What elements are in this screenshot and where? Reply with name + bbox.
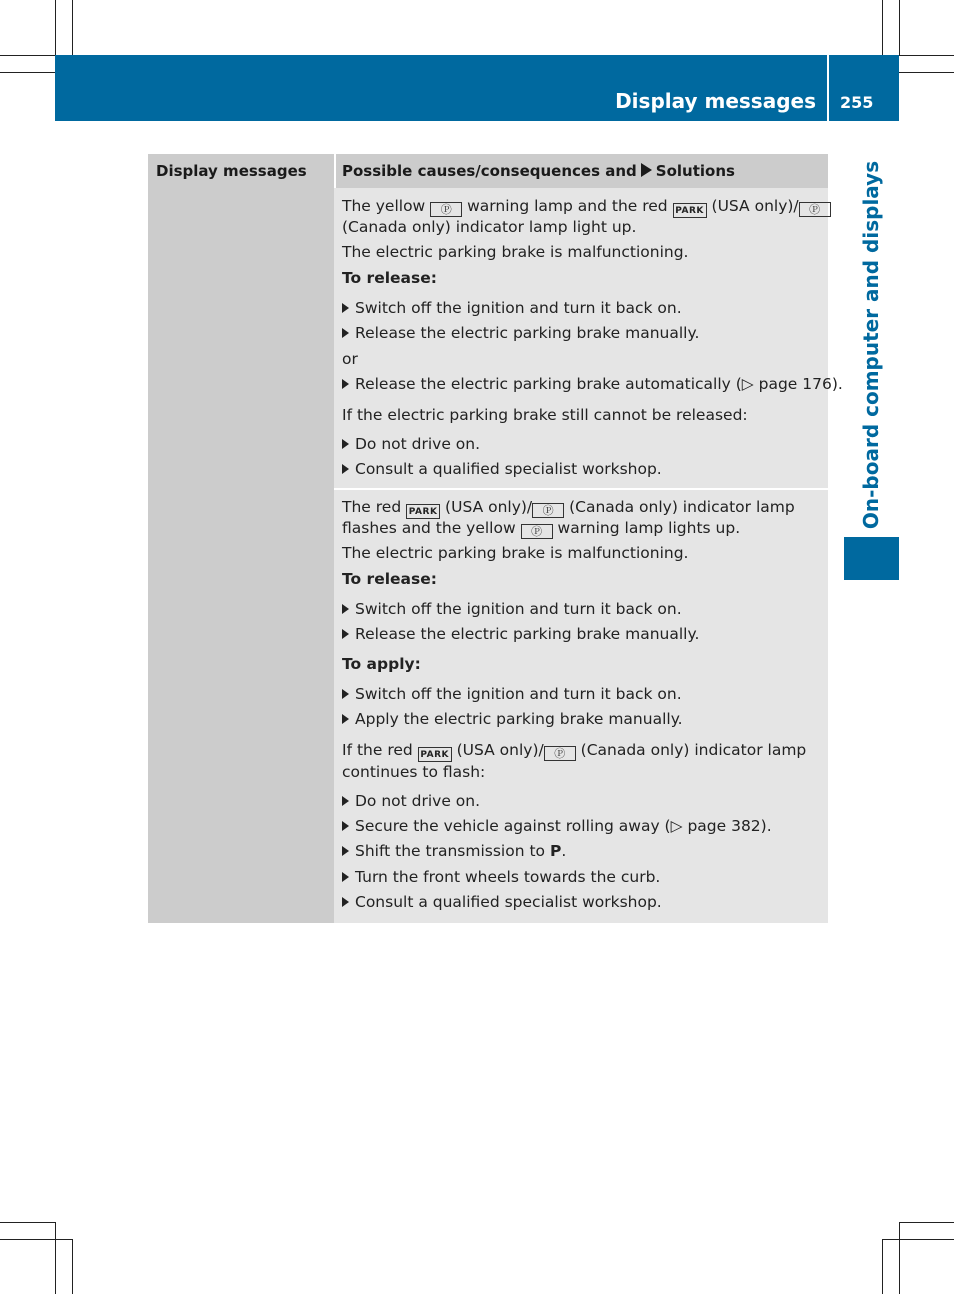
text-line: (Canada only) indicator lamp light up. <box>342 218 637 236</box>
crop-mark <box>899 72 954 73</box>
park-lamp-icon: PARK <box>418 747 452 762</box>
bullet-icon <box>342 872 349 882</box>
text: . <box>561 842 567 860</box>
bullet-icon <box>342 821 349 831</box>
bullet-icon <box>342 846 349 856</box>
table-header-row <box>148 154 828 188</box>
park-lamp-icon: PARK <box>673 203 707 218</box>
text-line: or <box>342 350 358 368</box>
crop-mark <box>882 1239 954 1240</box>
parking-brake-lamp-icon: Ⓟ <box>521 524 553 539</box>
crop-mark <box>899 55 954 56</box>
text: (USA only)/ <box>456 741 544 759</box>
arrow-right-icon <box>641 163 652 177</box>
list-item <box>342 709 683 730</box>
crop-mark <box>899 1222 900 1294</box>
text: warning lamp and the red <box>467 197 668 215</box>
crop-mark <box>899 0 900 55</box>
text: Do not drive on. <box>355 792 481 810</box>
list-item <box>342 298 682 319</box>
text-line <box>342 497 795 519</box>
bullet-icon <box>342 629 349 639</box>
crop-mark <box>0 55 55 56</box>
col-header-text: Possible causes/consequences and <box>342 162 637 180</box>
text: Switch off the ignition and turn it back on. <box>355 685 682 703</box>
text: If the red <box>342 741 413 759</box>
page-number: 255 <box>840 93 874 112</box>
text: Switch off the ignition and turn it back on. <box>355 299 682 317</box>
page-reference-link[interactable]: Secure the vehicle against rolling away (▷ page 382). <box>355 817 772 835</box>
list-item <box>342 624 699 645</box>
text: (Canada only) indicator lamp <box>580 741 807 759</box>
text-line: continues to flash: <box>342 763 486 781</box>
header-divider <box>334 154 336 188</box>
page-title: Display messages <box>615 89 816 113</box>
crop-mark <box>0 72 55 73</box>
parking-brake-lamp-icon: Ⓟ <box>799 202 831 217</box>
text: The red <box>342 498 402 516</box>
crop-mark <box>882 0 883 55</box>
list-item <box>342 323 699 344</box>
text: The yellow <box>342 197 426 215</box>
park-lamp-icon: PARK <box>406 504 440 519</box>
list-item <box>342 892 662 913</box>
list-item <box>342 434 480 455</box>
section-heading: To apply: <box>342 655 421 673</box>
text: (USA only)/ <box>445 498 533 516</box>
list-item <box>342 841 566 862</box>
text: Consult a qualified specialist workshop. <box>355 893 662 911</box>
text: Release the electric parking brake manually. <box>355 324 700 342</box>
crop-mark <box>0 1222 55 1223</box>
text: Do not drive on. <box>355 435 481 453</box>
crop-mark <box>55 1222 56 1294</box>
bullet-icon <box>342 379 349 389</box>
text: Shift the transmission to <box>355 842 546 860</box>
text: (Canada only) indicator lamp <box>569 498 795 516</box>
page-reference-link[interactable]: Release the electric parking brake automatically (▷ page 176). <box>355 375 843 393</box>
bullet-icon <box>342 714 349 724</box>
bullet-icon <box>342 897 349 907</box>
text: warning lamp lights up. <box>557 519 741 537</box>
text: (USA only)/ <box>711 197 799 215</box>
text: Turn the front wheels towards the curb. <box>355 868 661 886</box>
list-item <box>342 791 480 812</box>
section-heading: To release: <box>342 570 437 588</box>
row-divider <box>334 488 828 490</box>
list-item <box>342 374 843 395</box>
bullet-icon <box>342 796 349 806</box>
text-line <box>342 196 831 218</box>
crop-mark <box>72 1239 73 1294</box>
list-item <box>342 816 772 837</box>
text: flashes and the yellow <box>342 519 516 537</box>
display-message-cell <box>148 188 334 923</box>
gear-position-text: P <box>549 842 562 860</box>
text-line <box>342 740 806 762</box>
list-item <box>342 599 682 620</box>
text: Consult a qualified specialist workshop. <box>355 460 662 478</box>
crop-mark <box>72 0 73 55</box>
crop-mark <box>0 1239 72 1240</box>
col-header-text: Solutions <box>655 162 735 180</box>
list-item <box>342 459 662 480</box>
crop-mark <box>882 1239 883 1294</box>
header-divider <box>827 55 829 121</box>
bullet-icon <box>342 328 349 338</box>
text: Release the electric parking brake manually. <box>355 625 700 643</box>
text-line: If the electric parking brake still cannot be released: <box>342 406 748 424</box>
section-heading: To release: <box>342 269 437 287</box>
col-header-display-messages: Display messages <box>156 162 307 180</box>
text-line <box>342 518 740 539</box>
section-tab-marker <box>844 537 899 580</box>
messages-table <box>148 154 828 188</box>
list-item <box>342 867 660 888</box>
parking-brake-lamp-icon: Ⓟ <box>544 746 576 761</box>
crop-mark <box>899 1222 954 1223</box>
section-side-label: On-board computer and displays <box>859 160 883 530</box>
text-line: The electric parking brake is malfunctioning. <box>342 243 689 261</box>
text-line: The electric parking brake is malfunctioning. <box>342 544 689 562</box>
text: Switch off the ignition and turn it back on. <box>355 600 682 618</box>
bullet-icon <box>342 689 349 699</box>
bullet-icon <box>342 464 349 474</box>
parking-brake-lamp-icon: Ⓟ <box>430 202 462 217</box>
parking-brake-lamp-icon: Ⓟ <box>532 503 564 518</box>
bullet-icon <box>342 303 349 313</box>
col-header-causes-solutions <box>342 162 735 180</box>
text: Apply the electric parking brake manually. <box>355 710 683 728</box>
crop-mark <box>55 0 56 55</box>
bullet-icon <box>342 439 349 449</box>
bullet-icon <box>342 604 349 614</box>
page-header <box>55 55 899 121</box>
list-item <box>342 684 682 705</box>
